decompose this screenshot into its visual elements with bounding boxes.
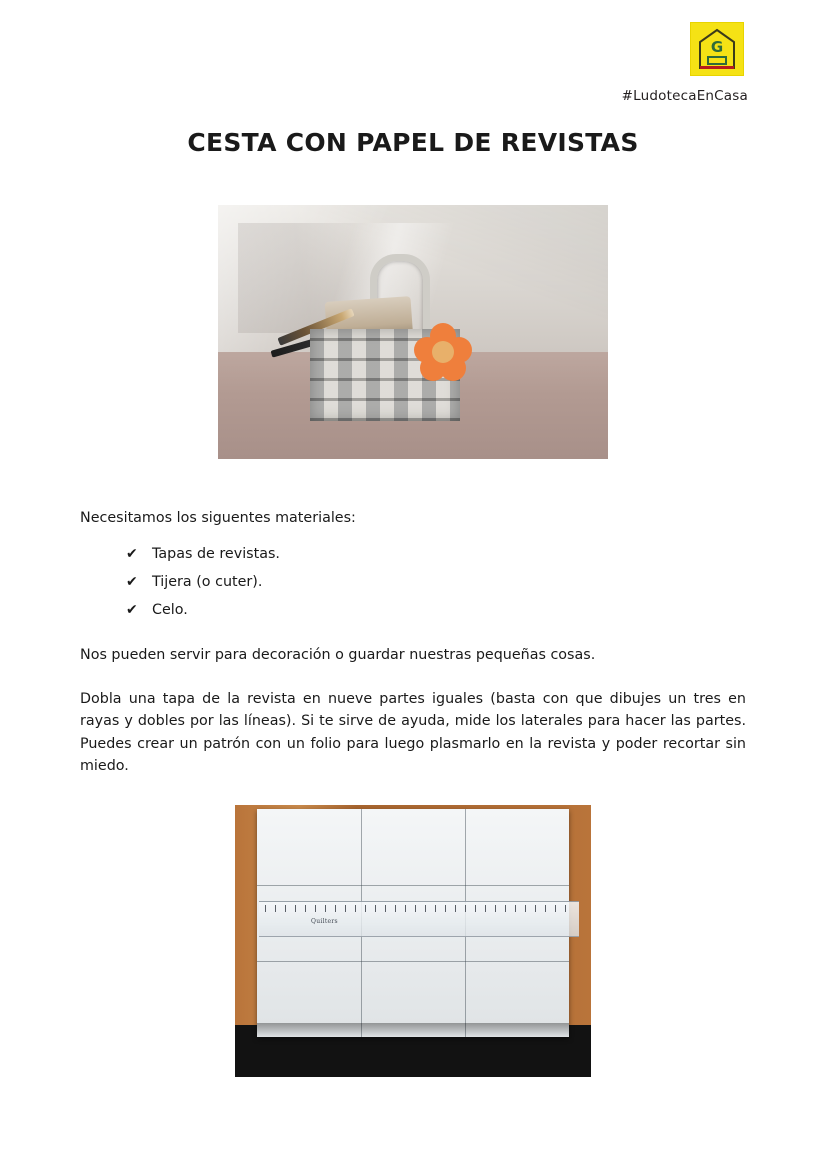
woven-magazine-basket-photo [218, 205, 608, 459]
document-body [80, 507, 746, 777]
fold-line-horizontal [257, 885, 569, 886]
paper-shadow [257, 1023, 569, 1037]
orange-flower-decoration [414, 323, 472, 381]
paragraph-instructions: Dobla una tapa de la revista en nueve partes iguales (basta con que dibujes un tres en rayas y dobles por las líneas). Si te sirve de ayuda, mide los laterales para hacer las partes. Puedes crear un patrón con un folio para luego plasmarlo en la revista y poder recortar sin miedo. [80, 691, 746, 774]
svg-text:G: G [710, 38, 724, 56]
flower-center [432, 341, 454, 363]
hashtag-label: #LudotecaEnCasa [621, 88, 748, 104]
list-item-label: Tijera (o cuter). [152, 574, 263, 591]
list-item [126, 543, 746, 566]
page-title: CESTA CON PAPEL DE REVISTAS [187, 128, 639, 157]
document-header [518, 22, 748, 104]
fold-line-horizontal [257, 961, 569, 962]
ludoteca-logo-icon [690, 22, 744, 76]
list-item-label: Tapas de revistas. [152, 546, 280, 563]
ruler-brand-label: Quilters [311, 917, 338, 925]
check-icon: ✔ [126, 602, 138, 619]
list-item [126, 571, 746, 594]
ruler [259, 901, 579, 937]
materials-list [80, 543, 746, 622]
check-icon: ✔ [126, 574, 138, 591]
paragraph-usage: Nos pueden servir para decoración o guardar nuestras pequeñas cosas. [80, 647, 596, 664]
materials-intro: Necesitamos los siguentes materiales: [80, 510, 356, 526]
list-item-label: Celo. [152, 602, 188, 619]
check-icon: ✔ [126, 546, 138, 563]
list-item [126, 599, 746, 622]
house-icon [698, 28, 736, 70]
folded-paper-with-ruler-photo [235, 805, 591, 1077]
